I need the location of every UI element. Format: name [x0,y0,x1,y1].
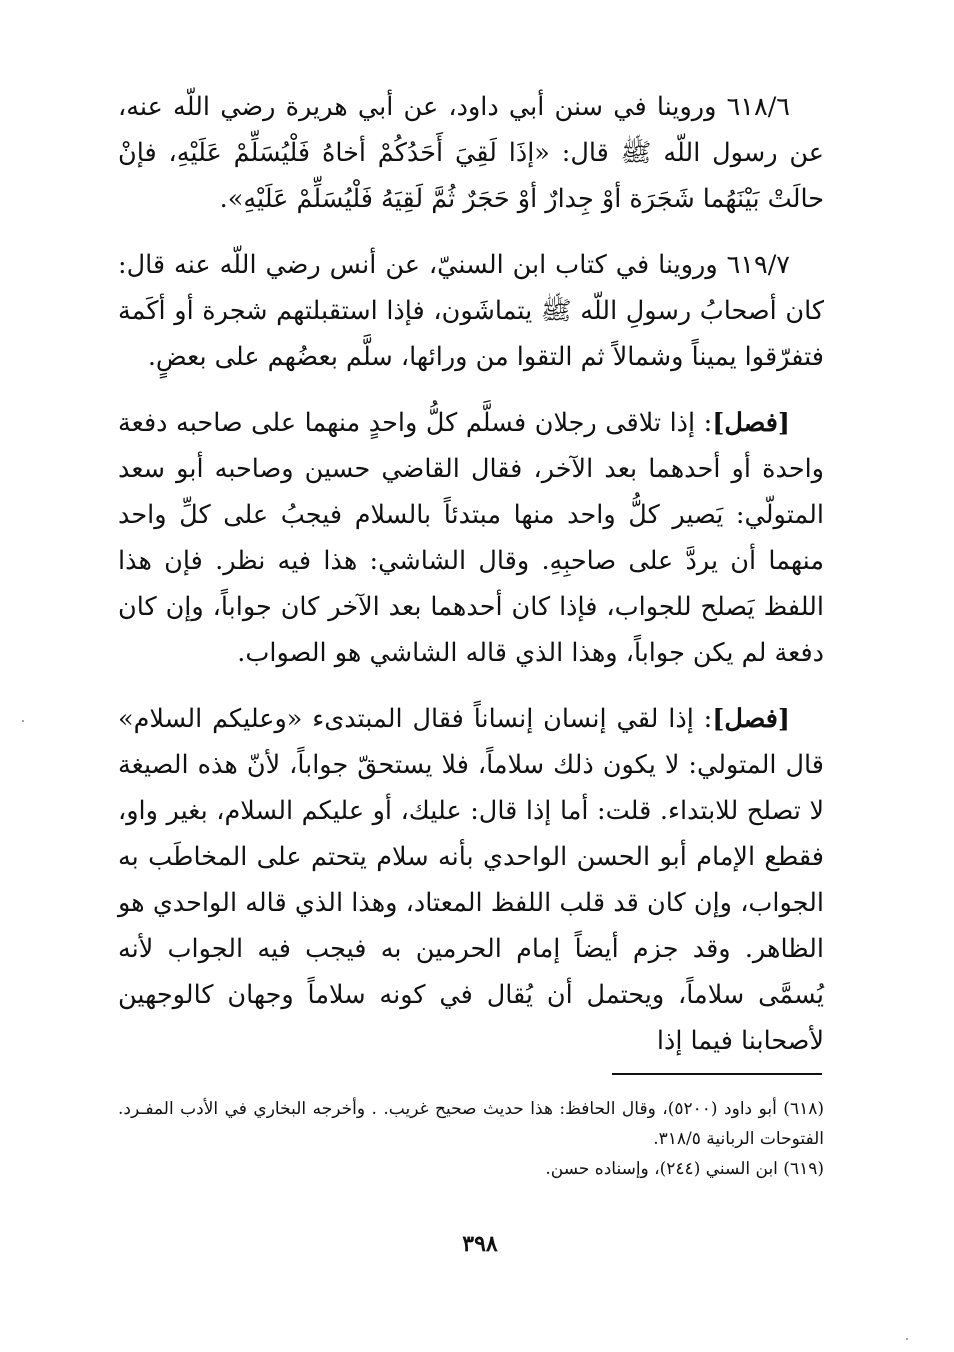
footnote-separator [612,1073,822,1075]
footnote-618: (٦١٨) أبو داود (٥٢٠٠)، وقال الحافظ: هذا حديث صحيح غريب. . وأخرجه البخاري في الأدب المفـرد. الفتوحات الربانية ٣١٨/٥. [118,1099,824,1149]
footnotes-block [118,1094,824,1184]
paragraph-text: ٦١٩/٧ وروينا في كتاب ابن السنيّ، عن أنس رضي اللّه عنه قال: كان أصحابُ رسولِ اللّه ﷺ يتماشَون، فإذا استقبلتهم شجرة أو أكَمة فتفرّقوا يميناً وشمالاً ثم التقوا من ورائها، سلَّم بعضُهم على بعضٍ. [118,250,824,372]
paragraph-hadith-619 [118,242,824,380]
footnote-619: (٦١٩) ابن السني (٢٤٤)، وإسناده حسن. [545,1159,824,1179]
main-text-block [118,84,824,1084]
paragraph-fasl-2 [118,696,824,1064]
section-heading: [فصل] [712,408,790,438]
scan-speck [906,1338,908,1340]
page-number: ٣٩٨ [462,1231,498,1257]
scan-speck [22,720,24,722]
paragraph-hadith-618 [118,84,824,222]
paragraph-text: : إذا تلاقى رجلان فسلَّم كلُّ واحدٍ منهما على صاحبه دفعة واحدة أو أحدهما بعد الآخر، فقال القاضي حسين وصاحبه أبو سعد المتولّي: يَصير كلُّ واحد منها مبتدئاً بالسلام فيجبُ على كلِّ واحد منهما أن يردَّ على صاحبِهِ. وقال الشاشي: هذا فيه نظر. فإن هذا اللفظ يَصلح للجواب، فإذا كان أحدهما بعد الآخر كان جواباً، وإن كان دفعة لم يكن جواباً، وهذا الذي قاله الشاشي هو الصواب. [118,408,824,668]
paragraph-text: : إذا لقي إنسان إنساناً فقال المبتدىء «وعليكم السلام» قال المتولي: لا يكون ذلك سلاماً، فلا يستحقّ جواباً، لأنّ هذه الصيغة لا تصلح للابتداء. قلت: أما إذا قال: عليك، أو عليكم السلام، بغير واو، فقطع الإمام أبو الحسن الواحدي بأنه سلام يتحتم على المخاطَب به الجواب، وإن كان قد قلب اللفظ المعتاد، وهذا الذي قاله الواحدي هو الظاهر. وقد جزم أيضاً إمام الحرمين به فيجب فيه الجواب لأنه يُسمَّى سلاماً، ويحتمل أن يُقال في كونه سلاماً وجهان كالوجهين لأصحابنا فيما إذا [118,704,824,1056]
paragraph-text: ٦١٨/٦ وروينا في سنن أبي داود، عن أبي هريرة رضي اللّه عنه، عن رسول اللّه ﷺ قال: «إذَا لَقِيَ أَحَدُكُمْ أخاهُ فَلْيُسَلِّمْ عَلَيْهِ، فإنْ حالَتْ بَيْنَهُما شَجَرَة أوْ جِدارٌ أوْ حَجَرٌ ثُمَّ لَقِيَهُ فَلْيُسَلِّمْ عَلَيْهِ». [118,92,824,214]
section-heading: [فصل] [712,704,790,734]
paragraph-fasl-1 [118,400,824,676]
